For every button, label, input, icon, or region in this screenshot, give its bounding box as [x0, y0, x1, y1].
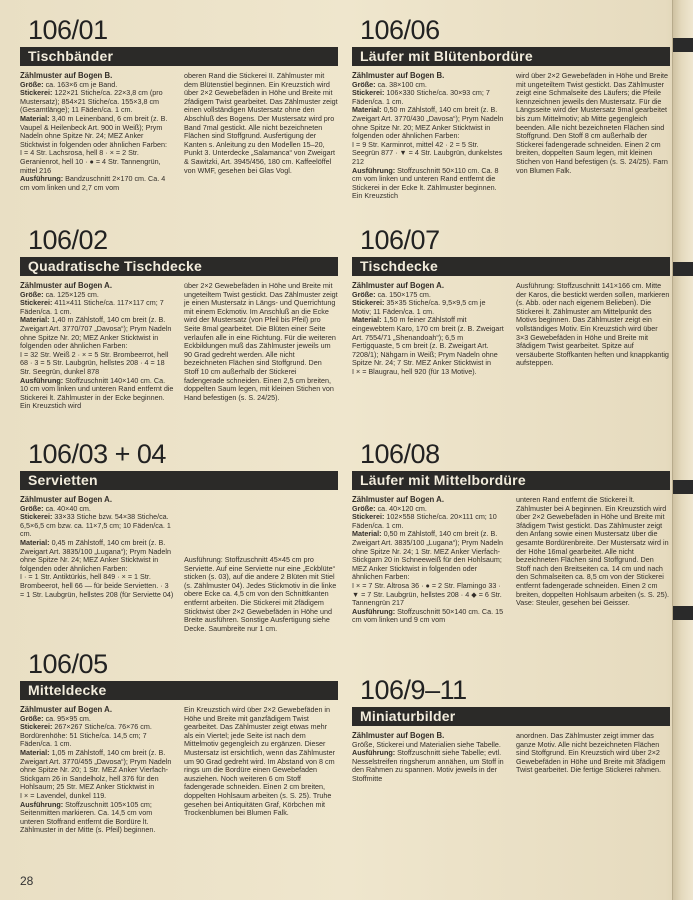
value: ca. 95×95 cm. — [45, 713, 91, 723]
value: 106×330 Stiche/ca. 30×93 cm; 7 Fäden/ca. 1 cm. — [352, 88, 490, 106]
label: Material: — [20, 537, 50, 547]
pattern-sheet: Zählmuster auf Bogen A. — [352, 495, 444, 504]
left-column — [352, 496, 506, 625]
section-title: Läufer mit Mittelbordüre — [352, 471, 670, 490]
value: Stoffzuschnitt 50×110 cm. Ca. 8 cm vom linken und unteren Rand entfernt die Stickerei in der Ecke lt. Zählmuster beginnen. Ein Kreuzstich — [352, 165, 499, 201]
value: 0,45 m Zählstoff, 140 cm breit (z. B. Zweigart Art. 3835/100 „Lugana“); Prym Nadeln ohne Spitze Nr. 24; MEZ Anker Sticktwist in folgenden oder ähnlichen Farben: — [20, 537, 172, 573]
section-106-08 — [352, 440, 670, 625]
label: Stickerei: — [20, 722, 53, 732]
section-106-9-11 — [352, 676, 670, 784]
pattern-sheet: Zählmuster auf Bogen B. — [352, 731, 445, 740]
label: Stickerei: — [352, 512, 385, 522]
label: Ausführung: — [352, 606, 396, 616]
left-column — [20, 496, 174, 633]
left-column — [20, 282, 174, 411]
value: ca. 40×120 cm. — [377, 503, 427, 513]
value: Stoffzuschnitt 105×105 cm; Seitenmitten markieren. Ca. 14,5 cm vom unteren Stoffrand entfernt die Bordüre lt. Zählmuster in der Mitte (s. Pfeil) beginnen. — [20, 799, 156, 835]
value: ca. 40×40 cm. — [45, 503, 91, 513]
value: 0,50 m Zählstoff, 140 cm breit (z. B. Zweigart Art. 3835/100 „Lugana“); Prym Nadeln ohne Spitze Nr. 24; 1 Str. MEZ Anker Vierfach-Stickgarn 20 in Schneeweiß für den Hohlsaum; MEZ Anker Sticktwist in folgenden oder ähnlichen Farben: — [352, 529, 504, 582]
section-106-02 — [20, 226, 338, 411]
size-note: Größe, Stickerei und Materialien siehe Tabelle. — [352, 739, 501, 749]
value: 122×21 Stiche/ca. 22×3,8 cm (pro Mustersatz); 854×21 Stiche/ca. 155×3,8 cm (Gesamtlänge); 11 Fäden/ca. 1 cm. — [20, 88, 163, 115]
page-number: 28 — [20, 874, 34, 888]
label: Ausführung: — [20, 375, 64, 385]
section-106-07 — [352, 226, 670, 377]
label: Material: — [352, 315, 382, 325]
color-key: I × = Blaugrau, hell 920 (für 13 Motive). — [352, 366, 477, 376]
value: 1,40 m Zählstoff, 140 cm breit (z. B. Zweigart Art. 3770/707 „Davosa“); Prym Nadeln ohne Spitze Nr. 20; MEZ Anker Sticktwist in folgenden oder ähnlichen Farben: — [20, 315, 172, 351]
label: Material: — [352, 105, 382, 115]
color-key: I = 4 Str. Lachsrosa, hell 8 · × = 2 Str. Geranienrot, hell 10 · ● = 4 Str. Tannengrün, mittel 216 — [20, 148, 161, 175]
label: Größe: — [352, 289, 376, 299]
label: Material: — [20, 315, 50, 325]
left-column — [352, 72, 506, 201]
edge-bar — [673, 38, 693, 52]
label: Material: — [352, 529, 382, 539]
label: Größe: — [20, 713, 44, 723]
section-106-01 — [20, 16, 338, 192]
label: Größe: — [352, 79, 376, 89]
section-number: 106/02 — [28, 225, 108, 255]
edge-bar — [673, 606, 693, 620]
label: Größe: — [20, 289, 44, 299]
value: Bandzuschnitt 2×170 cm. Ca. 4 cm vom linken und 2,7 cm vom — [20, 174, 166, 192]
section-number: 106/06 — [360, 15, 440, 45]
section-title: Läufer mit Blütenbordüre — [352, 47, 670, 66]
value: Stoffzuschnitt siehe Tabelle; evtl. Nesselstreifen ringsherum annähen, um Stoff in den Rahmen zu spannen. Motiv jeweils in der Stoffmitte — [352, 748, 504, 783]
section-number: 106/08 — [360, 439, 440, 469]
color-key: I = 9 Str. Karminrot, mittel 42 · 2 = 5 Str. Seegrün 877 · ▼ = 4 Str. Laubgrün, dunkelstes 212 — [352, 139, 503, 166]
section-title: Quadratische Tischdecke — [20, 257, 338, 276]
pattern-sheet: Zählmuster auf Bogen A. — [20, 281, 112, 290]
value: 411×411 Stiche/ca. 117×117 cm; 7 Fäden/ca. 1 cm. — [20, 298, 164, 316]
value: 3,40 m Leinenband, 6 cm breit (z. B. Vaupel & Heilenbeck Art. 900 in Weiß); Prym Nadeln ohne Spitze Nr. 24; MEZ Anker Sticktwist in folgenden oder ähnlichen Farben: — [20, 113, 168, 149]
value: ca. 163×6 cm je Band. — [45, 79, 118, 89]
pattern-sheet: Zählmuster auf Bogen A. — [20, 495, 112, 504]
label: Stickerei: — [20, 88, 53, 98]
label: Stickerei: — [352, 88, 385, 98]
value: 1,05 m Zählstoff, 140 cm breit (z. B. Zweigart Art. 3770/455 „Davosa“); Prym Nadeln ohne Spitze Nr. 20; 1 Str. MEZ Anker Vierfach-Stickgarn 26 in Sandelholz, hell 376 für den Hohlsaum; 25 Str. MEZ Anker Sticktwist in — [20, 747, 172, 792]
right-column: Ein Kreuzstich wird über 2×2 Gewebefäden in Höhe und Breite mit ganzfädigem Twist gearbeitet. Das Zählmuster zeigt etwas mehr als ein Viertel; jede Seite ist nach dem Mittelmotiv gegengleich zu ergänzen. Dieser Mustersatz ist ersichtlich, wenn das Zählmuster um 90 Grad gedreht wird. Im Abstand von 8 cm rings um die Bordüre einen Gewebefaden ausziehen. Noch weiteren 6 cm Stoff fadengerade schneiden. Einen 2 cm breiten, doppelten Hohlsaum arbeiten (s. S. 25). Truhe gesehen bei Antiquitäten Graf, Körbchen mit Trockenblumen bei Blumen Falk. — [184, 705, 335, 818]
value: Stoffzuschnitt 140×140 cm. Ca. 10 cm vom linken und unteren Rand entfernt die Stickerei lt. Zählmuster in der Ecke beginnen. Ein Kreuzstich wird — [20, 375, 174, 411]
label: Stickerei: — [20, 298, 53, 308]
value: ca. 125×125 cm. — [45, 289, 99, 299]
label: Ausführung: — [20, 174, 64, 184]
right-column: anordnen. Das Zählmuster zeigt immer das ganze Motiv. Alle nicht bezeichneten Flächen sind Stoffgrund. Ein Kreuzstich wird über 2×2 Gewebefäden in Höhe und Breite mit 3fädigem Twist gearbeitet. Die fertige Stickerei rahmen. — [516, 731, 666, 775]
label: Stickerei: — [352, 298, 385, 308]
label: Größe: — [20, 79, 44, 89]
section-title: Tischdecke — [352, 257, 670, 276]
value: ca. 38×100 cm. — [377, 79, 427, 89]
section-106-05 — [20, 650, 338, 835]
label: Größe: — [20, 503, 44, 513]
section-title: Servietten — [20, 471, 338, 490]
label: Material: — [20, 113, 50, 123]
right-column: über 2×2 Gewebefäden in Höhe und Breite mit ungeteiltem Twist gestickt. Das Zählmuster zeigt je einen Mustersatz in Längs- und Querrichtung mit einem Eckmotiv. Im Anschluß an die Ecke wird der Mustersatz (von Pfeil bis Pfeil) pro Seite 8mal gearbeitet. Die Blüten einer Seite verlaufen alle in eine Richtung. Für die weiteren Eckbildungen muß das Zählmuster jeweils um 90 Grad gedreht werden. Alle nicht bezeichneten Flächen sind Stoffgrund. Den Stoff 10 cm außerhalb der Stickerei fadengerade schneiden. Einen 2,5 cm breiten, doppelten Saum legen, mit kleinen Stichen von Hand befestigen (s. S. 24/25). — [184, 281, 338, 402]
right-column: wird über 2×2 Gewebefäden in Höhe und Breite mit ungeteiltem Twist gestickt. Das Zählmuster zeigt eine Schmalseite des Läufers; die Pfeile kennzeichnen jeweils den Mustersatz. Für die Längsseite wird der Mustersatz 9mal gearbeitet bis zum Mittelmotiv; ab Mitte gegengleich beenden. Alle nicht bezeichneten Flächen sind Stoffgrund. Den Stoff 8 cm außerhalb der Stickerei fadengerade schneiden. Einen 2 cm breiten, doppelten Saum legen, mit kleinen Stichen von Hand befestigen (s. S. 24/25). Farn von Blumen Falk. — [516, 71, 669, 175]
label: Größe: — [352, 503, 376, 513]
right-column: Ausführung: Stoffzuschnitt 45×45 cm pro Serviette. Auf eine Serviette nur eine „Eckblüte“ sticken (s. 03), auf die andere 2 Blüten mit Stiel (s. Zählmuster 04). Jedes Stickmotiv in die linke obere Ecke ca. 4,5 cm von den Schnittkanten entfernt arbeiten. Die Stickerei mit 2fädigem Sticktwist über 2×2 Gewebefäden in Höhe und Breite ausführen. Sonstige Ausfertigung siehe Decke. Saumbreite nur 1 cm. — [184, 555, 337, 633]
section-106-03-04 — [20, 440, 338, 633]
value: 102×558 Stiche/ca. 20×111 cm; 10 Fäden/ca. 1 cm. — [352, 512, 497, 530]
left-column — [352, 732, 506, 784]
left-column — [20, 72, 174, 192]
value: 267×267 Stiche/ca. 76×76 cm. — [54, 722, 152, 732]
pattern-sheet: Zählmuster auf Bogen B. — [352, 71, 445, 80]
edge-bar — [673, 480, 693, 494]
section-number: 106/9–11 — [360, 675, 467, 705]
pattern-sheet: Zählmuster auf Bogen B. — [20, 71, 113, 80]
right-column: oberen Rand die Stickerei II. Zählmuster mit dem Blütenstiel beginnen. Ein Kreuzstich wird über 2×2 Gewebefäden in Höhe und Breite mit 2fädigem Twist gearbeitet. Das Zählmuster zeigt einen vollständigen Mustersatz ohne den Abschluß des Bogens. Der Mustersatz wird pro Band 7mal gestickt. Alle nicht bezeichneten Flächen sind Stoffgrund. Ausfertigung der Kanten s. Anleitung zu den Modellen 15–20, Punkt 3. Unterdecke „Salamanca“ von Zweigart & Sawitzki, Art. 3945/456, 180 cm. Kaffeelöffel von WMF, gesehen bei Glas Vogl. — [184, 71, 338, 175]
label: Stickerei: — [20, 512, 53, 522]
label: Ausführung: — [352, 748, 396, 758]
value: ca. 150×175 cm. — [377, 289, 431, 299]
left-column — [352, 282, 506, 377]
edge-bar — [673, 262, 693, 276]
adjacent-page-edge — [672, 0, 693, 900]
label: Material: — [20, 747, 50, 757]
pattern-sheet: Zählmuster auf Bogen A. — [352, 281, 444, 290]
section-106-06 — [352, 16, 670, 201]
section-number: 106/03 + 04 — [28, 439, 166, 469]
color-key: I × = Lavendel, dunkel 119. — [20, 790, 107, 800]
section-number: 106/05 — [28, 649, 108, 679]
border-height: Bordürenhöhe: 51 Stiche/ca. 14,5 cm; 7 Fäden/ca. 1 cm. — [20, 730, 147, 749]
label: Ausführung: — [352, 165, 396, 175]
value: 35×35 Stiche/ca. 9,5×9,5 cm je Motiv; 11 Fäden/ca. 1 cm. — [352, 298, 486, 316]
right-column: unteren Rand entfernt die Stickerei lt. Zählmuster bei A beginnen. Ein Kreuzstich wird über 2×2 Gewebefäden in Höhe und Breite mit 3fädigem Twist gestickt. Das Zählmuster zeigt den Anfang sowie einen Mustersatz über die gesamte Bordürenbreite. Der Mustersatz wird in der Höhe 16mal gearbeitet. Alle nicht bezeichneten Flächen sind Stoffgrund. Den Stoff nach den Breitseiten ca. 14 cm und nach den Schmalseiten ca. 8,5 cm von der Stickerei entfernt fadengerade schneiden. Einen 2 cm breiten, doppelten Hohlsaum arbeiten (s. S. 25). Vase: Steuler, gesehen bei Geisser. — [516, 495, 670, 608]
value: 1,50 m feiner Zählstoff mit eingewebtem Karo, 170 cm breit (z. B. Zweigart Art. 7554/71 „Shenandoah“); 6,5 m Fertigquaste, 5 cm breit (z. B. Zweigart Art. 7208/1); Nähgarn in Weiß; Prym Nadeln ohne Spitze Nr. 24; 7 Str. MEZ Anker Sticktwist in — [352, 315, 504, 368]
value: 0,50 m Zählstoff, 140 cm breit (z. B. Zweigart Art. 3770/430 „Davosa“); Prym Nadeln ohne Spitze Nr. 20; MEZ Anker Sticktwist in folgenden oder ähnlichen Farben: — [352, 105, 504, 141]
color-key: I × = 7 Str. Altrosa 36 · ● = 2 Str. Flamingo 33 · ▼ = 7 Str. Laubgrün, hellstes 208 · 4 ◆ = 6 Str. Tannengrün 217 — [352, 580, 502, 608]
section-number: 106/01 — [28, 15, 108, 45]
label: Ausführung: — [20, 799, 64, 809]
section-title: Tischbänder — [20, 47, 338, 66]
section-number: 106/07 — [360, 225, 440, 255]
color-key: I · = 1 Str. Antiktürkis, hell 849 · × = 1 Str. Brombeerot, hell 66 — für beide Servietten. · 3 = 1 Str. Laubgrün, hellstes 208 (für Serviette 04) — [20, 572, 174, 599]
left-column — [20, 706, 174, 835]
value: Stoffzuschnitt 50×140 cm. Ca. 15 cm vom linken und 9 cm vom — [352, 606, 504, 625]
section-title: Mitteldecke — [20, 681, 338, 700]
color-key: I = 32 Str. Weiß 2 · × = 5 Str. Brombeerrot, hell 68 · 3 = 5 Str. Laubgrün, hellstes 208 · 4 = 18 Str. Seegrün, dunkel 878 — [20, 349, 169, 376]
pattern-sheet: Zählmuster auf Bogen A. — [20, 705, 112, 714]
value: 33×33 Stiche bzw. 54×38 Stiche/ca. 6,5×6,5 cm bzw. ca. 11×7,5 cm; 10 Fäden/ca. 1 cm. — [20, 512, 171, 539]
right-column: Ausführung: Stoffzuschnitt 141×166 cm. Mitte der Karos, die bestickt werden sollen, markieren (s. Abb. oder nach eigenem Belieben). Die Stickerei lt. Zählmuster am Mittelpunkt des Motivs beginnen. Das Zählmuster zeigt ein vollständiges Motiv. Ein Kreuzstich wird über 3×3 Gewebefäden in Höhe und Breite mit 3fädigem Twist gearbeitet. Spitze auf versäuberte Stoffkanten heften und knappkantig aufsteppen. — [516, 281, 670, 368]
section-title: Miniaturbilder — [352, 707, 670, 726]
